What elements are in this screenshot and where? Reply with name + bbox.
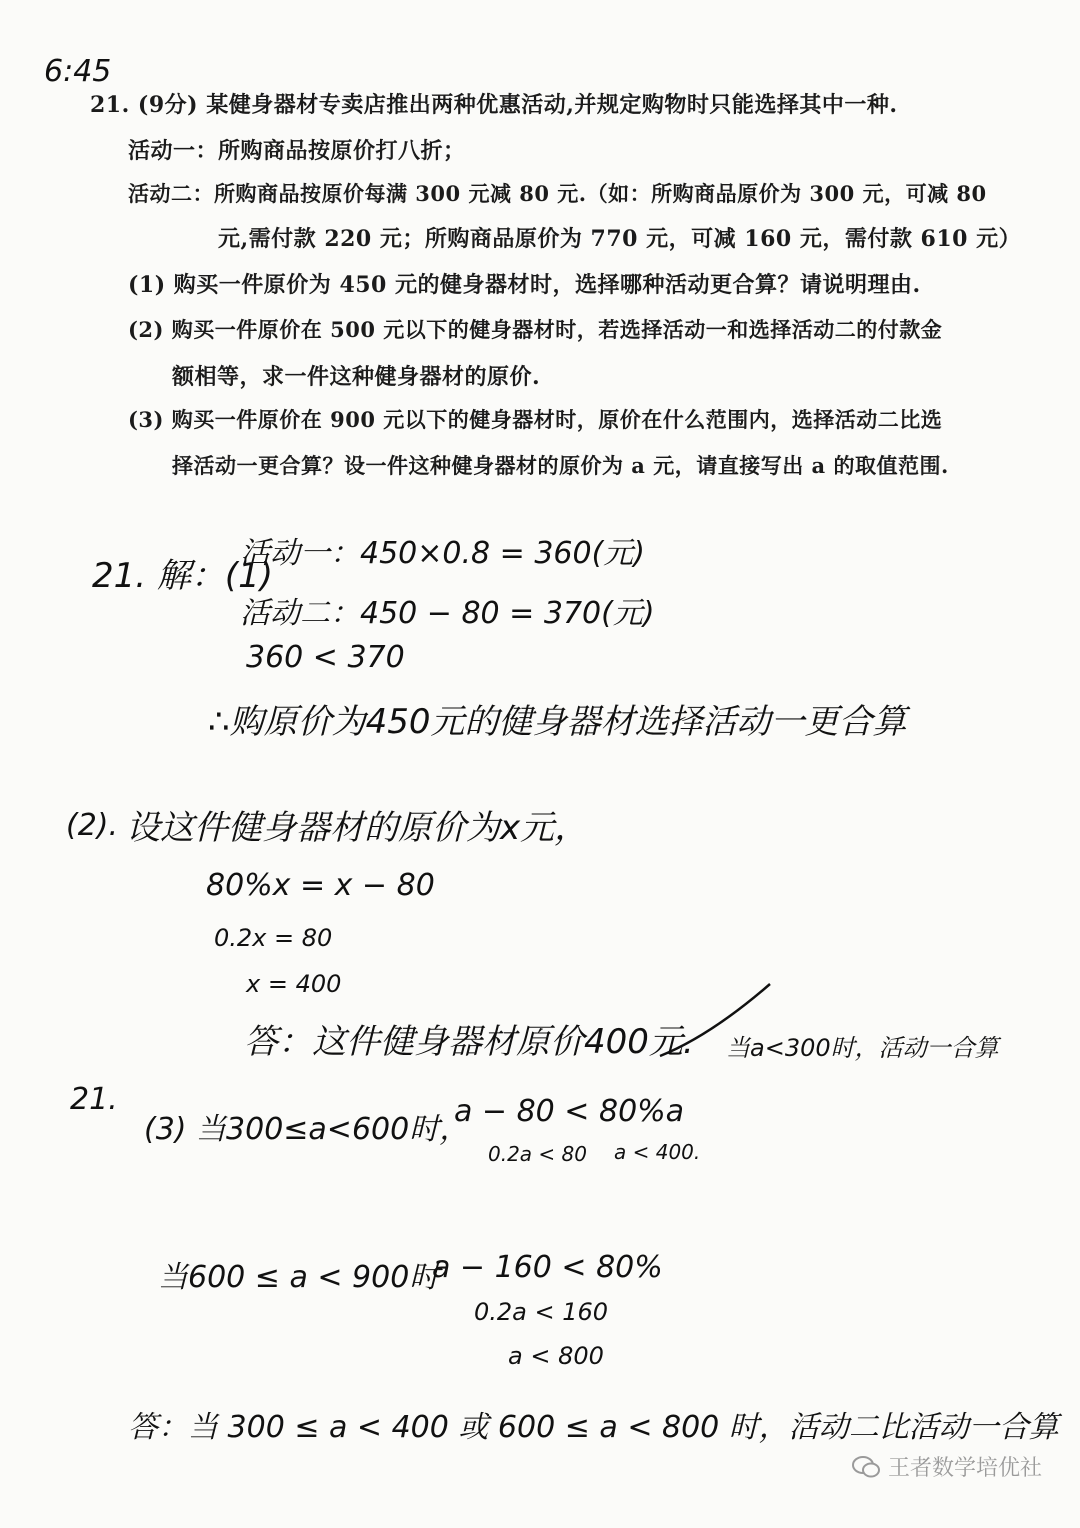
part-2-equation-2: 0.2x = 80 (214, 924, 333, 952)
part-1: (1) 购买一件原价为 450 元的健身器材时，选择哪种活动更合算？请说明理由. (128, 272, 921, 298)
question-intro: 21. (9分) 某健身器材专卖店推出两种优惠活动,并规定购物时只能选择其中一种. (90, 92, 898, 118)
part-1-activity-1-calc: 活动一：450×0.8 = 360(元) (240, 536, 645, 571)
part-2-answer: 答：这件健身器材原价400元. (244, 1022, 694, 1062)
activity-2-line-2: 元,需付款 220 元；所购商品原价为 770 元，可减 160 元，需付款 610 元） (218, 226, 1022, 252)
part-3-case-2-inequality-3: a < 800 (508, 1342, 604, 1370)
time-note: 6:45 (44, 54, 112, 89)
part-1-compare: 360 < 370 (246, 640, 405, 675)
part-3-case-2-inequality-1: a − 160 < 80% (432, 1250, 663, 1285)
part-3-side-note: 当a<300时，活动一合算 (726, 1034, 999, 1062)
part-3-number: 21. (70, 1082, 118, 1117)
activity-2-line-1: 活动二：所购商品按原价每满 300 元减 80 元.（如：所购商品原价为 300 元，可减 80 (128, 181, 987, 206)
watermark (852, 1451, 1042, 1482)
part-2-equation-3: x = 400 (246, 970, 342, 998)
watermark-text: 王者数学培优社 (887, 1456, 1042, 1481)
part-2-line-2: 额相等，求一件这种健身器材的原价. (172, 364, 541, 390)
part-3-answer: 答：当 300 ≤ a < 400 或 600 ≤ a < 800 时，活动二比活动一合算 (128, 1410, 1059, 1445)
part-1-activity-2-calc: 活动二：450 − 80 = 370(元) (240, 596, 655, 631)
wechat-icon (852, 1456, 880, 1478)
part-3-case-1-inequality-1: a − 80 < 80%a (454, 1094, 685, 1129)
part-1-label: 21. 解：(1) (92, 556, 274, 596)
part-2-setup: 设这件健身器材的原价为x元， (126, 808, 589, 848)
part-2-equation-1: 80%x = x − 80 (206, 868, 435, 903)
part-3-case-2-label: 当600 ≤ a < 900时 (158, 1260, 440, 1295)
part-3-line-1: (3) 购买一件原价在 900 元以下的健身器材时，原价在什么范围内，选择活动二比选 (128, 407, 943, 432)
part-1-conclusion: ∴购原价为450元的健身器材选择活动一更合算 (208, 702, 907, 742)
part-2-line-1: (2) 购买一件原价在 500 元以下的健身器材时，若选择活动一和选择活动二的付款金 (128, 317, 943, 342)
part-3-case-2-inequality-2: 0.2a < 160 (474, 1298, 609, 1326)
activity-1: 活动一：所购商品按原价打八折； (128, 138, 466, 164)
part-3-case-1-inequality-3: a < 400. (614, 1140, 701, 1164)
part-3-line-2: 择活动一更合算？设一件这种健身器材的原价为 a 元，请直接写出 a 的取值范围. (172, 453, 949, 478)
part-2-label: (2). (66, 808, 119, 843)
part-3-case-1-inequality-2: 0.2a < 80 (488, 1142, 587, 1166)
part-3-case-1-label: (3) 当300≤a<600时， (144, 1112, 470, 1147)
